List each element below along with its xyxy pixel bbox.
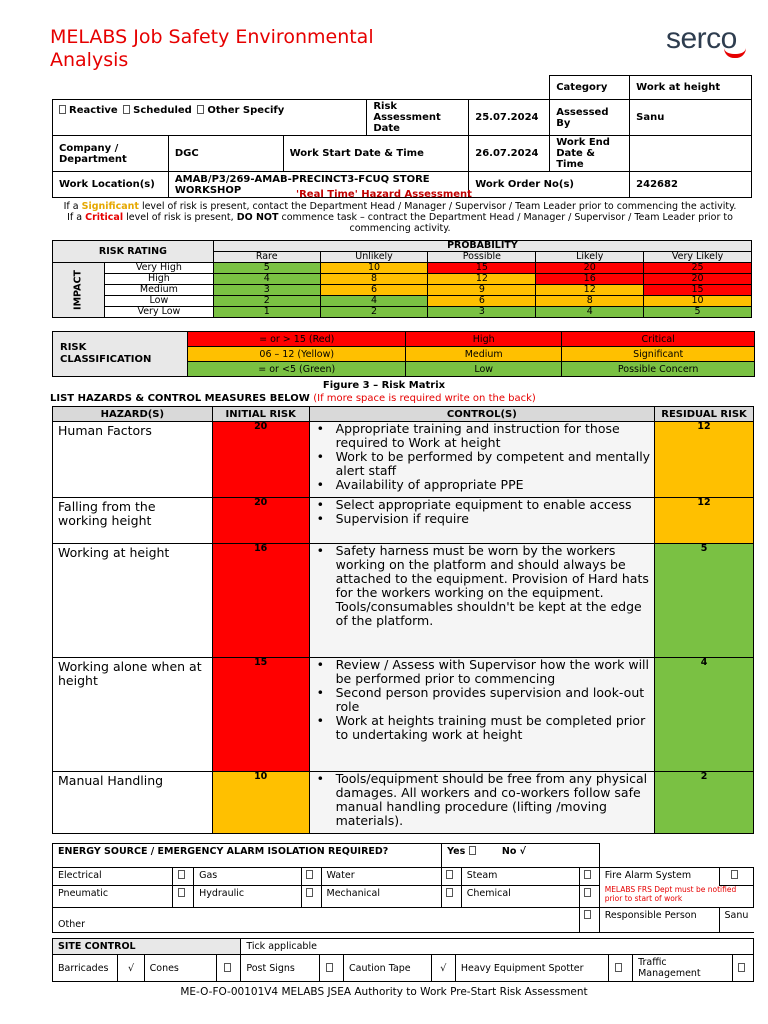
risk-rating-label: RISK RATING [53, 241, 214, 263]
control-item: • Tools/equipment should be free from any physical damages. All workers and co-workers follow safe manual handling procedure (lifting /moving materials). [336, 772, 652, 828]
residual-risk: 5 [655, 544, 754, 658]
energy-source-label: Steam [461, 868, 579, 886]
initial-risk: 20 [212, 498, 309, 544]
other-checkbox[interactable] [580, 908, 600, 933]
matrix-cell: 15 [644, 285, 752, 296]
impact-level: Very High [104, 263, 213, 274]
assessment-type-options [53, 100, 367, 136]
matrix-cell: 4 [320, 296, 428, 307]
control-item: • Availability of appropriate PPE [336, 478, 652, 492]
controls-cell [309, 658, 654, 772]
ra-date-label: Risk Assessment Date [367, 100, 469, 136]
hazard-row [53, 498, 754, 544]
matrix-cell: 16 [536, 274, 644, 285]
impact-label-text: IMPACT [72, 270, 84, 310]
yes-no-options [442, 844, 600, 868]
probability-label: PROBABILITY [213, 241, 751, 252]
hazards-header: HAZARD(S) [53, 407, 213, 422]
site-control-checkbox[interactable] [217, 955, 241, 982]
matrix-cell: 20 [644, 274, 752, 285]
site-control-heading: SITE CONTROL [53, 939, 241, 955]
start-date-label: Work Start Date & Time [283, 136, 469, 172]
site-control-item: Traffic Management [633, 955, 733, 982]
control-item: • Work at heights training must be completed prior to undertaking work at height [336, 714, 652, 742]
energy-source-checkbox[interactable] [719, 868, 753, 886]
footer: ME-O-FO-00101V4 MELABS JSEA Authority to Work Pre-Start Risk Assessment [180, 986, 588, 998]
realtime-heading: 'Real Time' Hazard Assessment [296, 189, 472, 200]
matrix-cell: 12 [428, 274, 536, 285]
energy-source-checkbox[interactable] [442, 868, 462, 886]
matrix-cell: 10 [320, 263, 428, 274]
residual-risk: 12 [655, 498, 754, 544]
probability-4: Very Likely [644, 252, 752, 263]
energy-source-checkbox[interactable] [580, 868, 600, 886]
matrix-cell: 4 [536, 307, 644, 318]
site-control-table [52, 938, 754, 982]
controls-cell [309, 772, 654, 834]
site-control-checkbox[interactable]: √ [118, 955, 144, 982]
control-item: • Second person provides supervision and look-out role [336, 686, 652, 714]
hazard-row [53, 422, 754, 498]
residual-risk: 2 [655, 772, 754, 834]
matrix-cell: 6 [320, 285, 428, 296]
classification-label: RISK CLASSIFICATION [53, 332, 188, 377]
probability-1: Unlikely [320, 252, 428, 263]
site-control-item: Post Signs [241, 955, 320, 982]
matrix-cell: 8 [320, 274, 428, 285]
tick-applicable-label: Tick applicable [241, 939, 754, 955]
site-control-checkbox[interactable] [732, 955, 753, 982]
matrix-cell: 1 [213, 307, 320, 318]
job-details-table [52, 75, 752, 198]
company-value: DGC [168, 136, 283, 172]
energy-source-label: Fire Alarm System [599, 868, 719, 886]
matrix-cell: 25 [644, 263, 752, 274]
control-item: • Work to be performed by competent and mentally alert staff [336, 450, 652, 478]
site-control-item: Heavy Equipment Spotter [455, 955, 608, 982]
controls-cell [309, 544, 654, 658]
responsible-person-value: Sanu [719, 908, 753, 933]
matrix-cell: 9 [428, 285, 536, 296]
energy-isolation-table [52, 843, 754, 933]
matrix-cell: 20 [536, 263, 644, 274]
energy-source-label: Pneumatic [53, 886, 173, 908]
other-label: Other [53, 908, 580, 933]
controls-cell [309, 498, 654, 544]
page-title: MELABS Job Safety Environmental Analysis [50, 26, 374, 71]
yes-checkbox[interactable]: Yes [447, 846, 478, 857]
reactive-checkbox[interactable]: Reactive [59, 105, 118, 116]
classification-description: Critical [562, 332, 755, 347]
residual-risk: 4 [655, 658, 754, 772]
probability-0: Rare [213, 252, 320, 263]
residual-risk: 12 [655, 422, 754, 498]
classification-description: Significant [562, 347, 755, 362]
initial-risk-header: INITIAL RISK [212, 407, 309, 422]
location-label: Work Location(s) [53, 172, 169, 198]
impact-level: High [104, 274, 213, 285]
site-control-checkbox[interactable]: √ [431, 955, 455, 982]
start-date-value: 26.07.2024 [469, 136, 550, 172]
energy-source-checkbox[interactable] [301, 868, 321, 886]
site-control-item: Cones [144, 955, 217, 982]
energy-source-label: Water [321, 868, 442, 886]
matrix-cell: 10 [644, 296, 752, 307]
energy-source-label: Mechanical [321, 886, 442, 908]
matrix-cell: 2 [320, 307, 428, 318]
control-item: • Appropriate training and instruction for those required to Work at height [336, 422, 652, 450]
hazard-name: Working at height [53, 544, 213, 658]
assessed-by-value: Sanu [630, 100, 752, 136]
impact-level: Medium [104, 285, 213, 296]
company-label: Company / Department [53, 136, 169, 172]
probability-3: Likely [536, 252, 644, 263]
matrix-cell: 6 [428, 296, 536, 307]
matrix-cell: 8 [536, 296, 644, 307]
end-date-label: Work End Date & Time [550, 136, 630, 172]
assessed-by-label: Assessed By [550, 100, 630, 136]
energy-source-checkbox[interactable] [301, 886, 321, 908]
hazard-row [53, 544, 754, 658]
location-value: AMAB/P3/269-AMAB-PRECINCT3-FCUQ STORE WORKSHOP [168, 172, 468, 198]
list-heading: LIST HAZARDS & CONTROL MEASURES BELOW (If more space is required write on the back) [50, 393, 536, 404]
figure-caption: Figure 3 – Risk Matrix [322, 380, 446, 391]
impact-level: Very Low [104, 307, 213, 318]
energy-source-label: Gas [194, 868, 302, 886]
hazard-table [52, 406, 754, 834]
initial-risk: 15 [212, 658, 309, 772]
classification-level: Low [406, 362, 562, 377]
risk-classification-table [52, 331, 755, 377]
classification-level: High [406, 332, 562, 347]
classification-range: = or <5 (Green) [188, 362, 406, 377]
matrix-cell: 5 [644, 307, 752, 318]
site-control-item: Barricades [53, 955, 118, 982]
hazard-name: Falling from the working height [53, 498, 213, 544]
risk-matrix [52, 240, 752, 318]
hazard-name: Working alone when at height [53, 658, 213, 772]
matrix-cell: 15 [428, 263, 536, 274]
work-order-value: 242682 [630, 172, 752, 198]
ra-date-value: 25.07.2024 [469, 100, 550, 136]
site-control-item: Caution Tape [344, 955, 432, 982]
end-date-value [630, 136, 752, 172]
category-value: Work at height [630, 76, 752, 100]
probability-2: Possible [428, 252, 536, 263]
hazard-row [53, 772, 754, 834]
matrix-cell: 4 [213, 274, 320, 285]
energy-source-label: Electrical [53, 868, 173, 886]
classification-description: Possible Concern [562, 362, 755, 377]
matrix-cell: 2 [213, 296, 320, 307]
initial-risk: 10 [212, 772, 309, 834]
energy-source-checkbox[interactable] [580, 886, 600, 908]
control-item: • Select appropriate equipment to enable access [336, 498, 652, 512]
impact-level: Low [104, 296, 213, 307]
matrix-cell: 3 [428, 307, 536, 318]
site-control-checkbox[interactable] [608, 955, 632, 982]
control-item: • Supervision if require [336, 512, 652, 526]
category-label: Category [550, 76, 630, 100]
matrix-cell: 5 [213, 263, 320, 274]
realtime-instructions: If a Significant level of risk is present, contact the Department Head / Manager / Supervisor / Team Leader prior to commencing the activity. If a Critical level of risk is present, DO NOT commence task – contract the Department Head / Manager / Supervisor / Team Leader prior to commencing activity. [63, 201, 737, 234]
controls-cell [309, 422, 654, 498]
impact-label [53, 263, 105, 318]
hazard-row [53, 658, 754, 772]
classification-level: Medium [406, 347, 562, 362]
energy-source-label: Hydraulic [194, 886, 302, 908]
residual-risk-header: RESIDUAL RISK [655, 407, 754, 422]
other-specify-checkbox[interactable]: Other Specify [197, 105, 284, 116]
control-item: • Safety harness must be worn by the workers working on the platform and should always be attached to the equipment. Provision of Hard hats for the workers working on the equipment. Tools/consumables shouldn't be kept at the edge of the platform. [336, 544, 652, 628]
classification-range: 06 – 12 (Yellow) [188, 347, 406, 362]
initial-risk: 16 [212, 544, 309, 658]
energy-source-label: Chemical [461, 886, 579, 908]
no-checkbox[interactable]: No √ [501, 846, 527, 857]
energy-source-checkbox[interactable] [442, 886, 462, 908]
energy-heading: ENERGY SOURCE / EMERGENCY ALARM ISOLATION REQUIRED? [53, 844, 442, 868]
work-order-label: Work Order No(s) [469, 172, 630, 198]
energy-source-checkbox[interactable] [172, 886, 194, 908]
energy-source-checkbox[interactable] [172, 868, 194, 886]
control-item: • Review / Assess with Supervisor how the work will be performed prior to commencing [336, 658, 652, 686]
hazard-name: Human Factors [53, 422, 213, 498]
fire-alarm-note: MELABS FRS Dept must be notified prior to start of work [599, 886, 753, 908]
site-control-checkbox[interactable] [319, 955, 343, 982]
hazard-name: Manual Handling [53, 772, 213, 834]
controls-header: CONTROL(S) [309, 407, 654, 422]
responsible-person-label: Responsible Person [599, 908, 719, 933]
classification-range: = or > 15 (Red) [188, 332, 406, 347]
scheduled-checkbox[interactable]: Scheduled [123, 105, 192, 116]
matrix-cell: 12 [536, 285, 644, 296]
serco-logo: serco [666, 22, 737, 56]
matrix-cell: 3 [213, 285, 320, 296]
initial-risk: 20 [212, 422, 309, 498]
